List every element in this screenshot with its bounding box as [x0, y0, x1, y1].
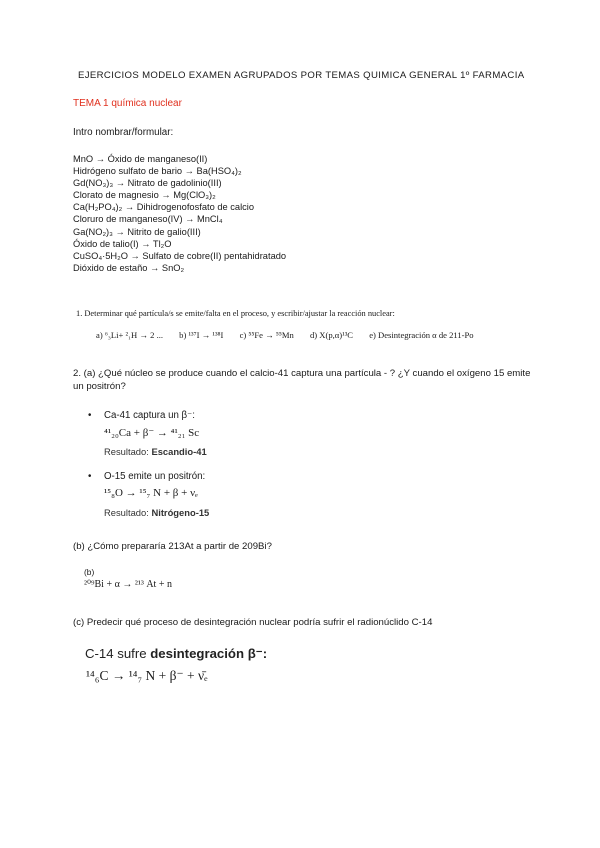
list-item: Cloruro de manganeso(IV) → MnCl₄: [73, 214, 223, 225]
bullet-dot: •: [88, 410, 92, 421]
list-item: Dióxido de estaño → SnO₂: [73, 262, 185, 273]
list-item: CuSO₄·5H₂O → Sulfato de cobre(II) pentahidratado: [73, 250, 287, 261]
answer-b-equation: ²⁰⁹Bi + α → ²¹³ At + n: [84, 579, 172, 590]
question-1-options: [96, 330, 488, 340]
ca-equation: ⁴¹₂₀Ca + β⁻ → ⁴¹₂₁ Sc: [104, 427, 200, 439]
list-item: MnO → Óxido de manganeso(II): [73, 154, 208, 164]
answer-b-label: (b): [84, 567, 95, 577]
option-b: b) ¹³⁷I → ¹³⁸I: [179, 330, 224, 340]
o-label: O-15 emite un positrón:: [104, 471, 206, 482]
question-2b: (b) ¿Cómo prepararía 213At a partir de 209Bi?: [73, 541, 272, 552]
list-item: Ga(NO₂)₃ → Nitrito de galio(III): [73, 226, 201, 237]
section-heading: TEMA 1 química nuclear: [73, 98, 182, 109]
ca-result: Resultado: Escandio-41: [104, 446, 207, 457]
answer-c-label: C-14 sufre desintegración β⁻:: [85, 646, 268, 661]
option-c: c) ⁵⁵Fe → ⁵⁵Mn: [239, 330, 294, 340]
o-equation: ¹⁵₈O → ¹⁵₇ N + β + νₑ: [104, 487, 198, 499]
document-title: EJERCICIOS MODELO EXAMEN AGRUPADOS POR TEMAS QUIMICA GENERAL 1º FARMACIA: [78, 70, 525, 81]
list-item: Hidrógeno sulfato de bario → Ba(HSO₄)₂: [73, 166, 242, 177]
question-2c: (c) Predecir qué proceso de desintegración nuclear podría sufrir el radionúclido C-14: [73, 617, 433, 628]
option-e: e) Desintegración α de 211-Po: [369, 330, 474, 340]
intro-label: Intro nombrar/formular:: [73, 127, 174, 138]
list-item: Clorato de magnesio → Mg(ClO₃)₂: [73, 190, 216, 201]
ca-label: Ca-41 captura un β⁻:: [104, 410, 195, 421]
answer-c-equation: ¹⁴₆C → ¹⁴₇ N + β⁻ + ν̄ₑ: [86, 668, 208, 683]
formula-list: [73, 153, 286, 274]
question-2a: 2. (a) ¿Qué núcleo se produce cuando el calcio-41 captura una partícula - ? ¿Y cuando el oxígeno 15 emite un positrón?: [73, 368, 531, 392]
list-item: Gd(NO₃)₃ → Nitrato de gadolinio(III): [73, 178, 222, 189]
o-result: Resultado: Nitrógeno-15: [104, 507, 210, 518]
list-item: Ca(H₂PO₄)₂ → Dihidrogenofosfato de calcio: [73, 202, 255, 213]
option-a: a) ⁶₃Li+ ²₁H → 2 ...: [96, 330, 164, 340]
option-d: d) X(p,α)¹³C: [309, 330, 354, 340]
list-item: Óxido de talio(I) → Tl₂O: [73, 238, 172, 249]
question-1: 1. Determinar qué partícula/s se emite/falta en el proceso, y escribir/ajustar la reacción nuclear:: [76, 309, 395, 318]
bullet-dot: •: [88, 471, 92, 482]
